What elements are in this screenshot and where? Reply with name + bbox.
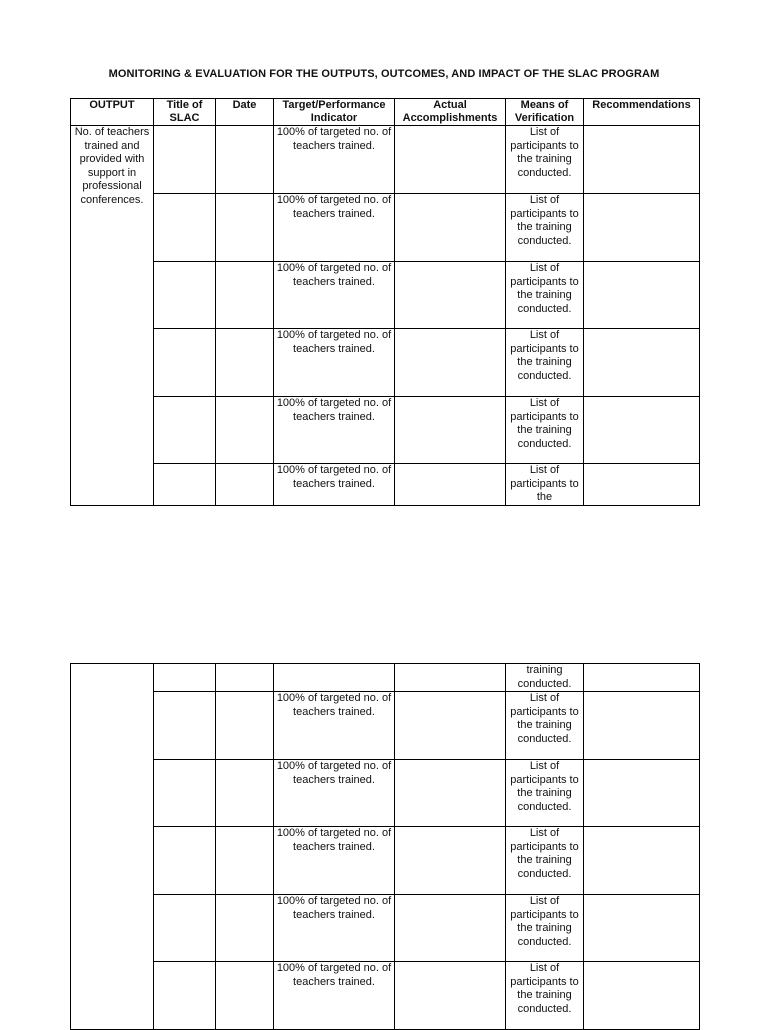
date-cell	[216, 262, 274, 329]
table-row	[71, 329, 700, 397]
header-actual-accomplishments: Actual Accomplishments	[395, 99, 506, 126]
table-row	[71, 664, 700, 692]
table-row	[71, 827, 700, 895]
date-cell	[216, 760, 274, 827]
actual-cell	[395, 397, 506, 464]
title-cell	[154, 262, 216, 329]
title-cell	[154, 962, 216, 1030]
header-output: OUTPUT	[71, 99, 154, 126]
recommendation-cell	[584, 664, 700, 692]
title-cell	[154, 126, 216, 194]
target-cell: 100% of targeted no. of teachers trained.	[274, 194, 395, 262]
recommendation-cell	[584, 262, 700, 329]
actual-cell	[395, 692, 506, 760]
recommendation-cell	[584, 827, 700, 895]
actual-cell	[395, 126, 506, 194]
target-cell	[274, 664, 395, 692]
verification-cell: List of participants to the training conducted.	[506, 692, 584, 760]
title-cell	[154, 194, 216, 262]
recommendation-cell	[584, 464, 700, 506]
recommendation-cell	[584, 329, 700, 397]
recommendation-cell	[584, 760, 700, 827]
output-cell: No. of teachers trained and provided with support in professional conferences.	[71, 126, 154, 506]
monitoring-table-page-1	[70, 98, 700, 506]
recommendation-cell	[584, 194, 700, 262]
target-cell: 100% of targeted no. of teachers trained.	[274, 329, 395, 397]
table-row	[71, 464, 700, 506]
title-cell	[154, 397, 216, 464]
document-title: MONITORING & EVALUATION FOR THE OUTPUTS, OUTCOMES, AND IMPACT OF THE SLAC PROGRAM	[108, 68, 660, 80]
verification-cell: List of participants to the training conducted.	[506, 962, 584, 1030]
recommendation-cell	[584, 962, 700, 1030]
verification-cell: List of participants to the training conducted.	[506, 194, 584, 262]
date-cell	[216, 194, 274, 262]
actual-cell	[395, 262, 506, 329]
header-recommendations: Recommendations	[584, 99, 700, 126]
verification-cell: List of participants to the training conducted.	[506, 895, 584, 962]
header-means-of-verification: Means of Verification	[506, 99, 584, 126]
target-cell: 100% of targeted no. of teachers trained.	[274, 262, 395, 329]
monitoring-table-page-2	[70, 663, 700, 1030]
date-cell	[216, 126, 274, 194]
title-cell	[154, 827, 216, 895]
actual-cell	[395, 895, 506, 962]
title-cell	[154, 895, 216, 962]
output-cell	[71, 664, 154, 1030]
table-row	[71, 397, 700, 464]
table-row	[71, 262, 700, 329]
table-row	[71, 692, 700, 760]
date-cell	[216, 329, 274, 397]
verification-cell: List of participants to the training conducted.	[506, 329, 584, 397]
recommendation-cell	[584, 895, 700, 962]
target-cell: 100% of targeted no. of teachers trained.	[274, 126, 395, 194]
table-row	[71, 126, 700, 194]
date-cell	[216, 962, 274, 1030]
table-row	[71, 895, 700, 962]
title-cell	[154, 692, 216, 760]
target-cell: 100% of targeted no. of teachers trained.	[274, 760, 395, 827]
actual-cell	[395, 329, 506, 397]
table-row	[71, 962, 700, 1030]
title-cell	[154, 664, 216, 692]
target-cell: 100% of targeted no. of teachers trained.	[274, 962, 395, 1030]
date-cell	[216, 664, 274, 692]
target-cell: 100% of targeted no. of teachers trained.	[274, 895, 395, 962]
actual-cell	[395, 827, 506, 895]
target-cell: 100% of targeted no. of teachers trained.	[274, 692, 395, 760]
date-cell	[216, 692, 274, 760]
date-cell	[216, 827, 274, 895]
verification-cell: List of participants to the training conducted.	[506, 397, 584, 464]
header-title-of-slac: Title of SLAC	[154, 99, 216, 126]
date-cell	[216, 895, 274, 962]
verification-cell: training conducted.	[506, 664, 584, 692]
actual-cell	[395, 464, 506, 506]
table-row	[71, 760, 700, 827]
target-cell: 100% of targeted no. of teachers trained.	[274, 464, 395, 506]
actual-cell	[395, 760, 506, 827]
verification-cell: List of participants to the	[506, 464, 584, 506]
date-cell	[216, 464, 274, 506]
verification-cell: List of participants to the training conducted.	[506, 262, 584, 329]
verification-cell: List of participants to the training conducted.	[506, 760, 584, 827]
actual-cell	[395, 194, 506, 262]
target-cell: 100% of targeted no. of teachers trained.	[274, 397, 395, 464]
title-cell	[154, 329, 216, 397]
recommendation-cell	[584, 692, 700, 760]
date-cell	[216, 397, 274, 464]
recommendation-cell	[584, 126, 700, 194]
verification-cell: List of participants to the training conducted.	[506, 126, 584, 194]
verification-cell: List of participants to the training conducted.	[506, 827, 584, 895]
header-date: Date	[216, 99, 274, 126]
target-cell: 100% of targeted no. of teachers trained.	[274, 827, 395, 895]
table-row	[71, 194, 700, 262]
recommendation-cell	[584, 397, 700, 464]
actual-cell	[395, 962, 506, 1030]
title-cell	[154, 464, 216, 506]
title-cell	[154, 760, 216, 827]
header-target-indicator: Target/Performance Indicator	[274, 99, 395, 126]
table-header-row	[71, 99, 700, 126]
actual-cell	[395, 664, 506, 692]
